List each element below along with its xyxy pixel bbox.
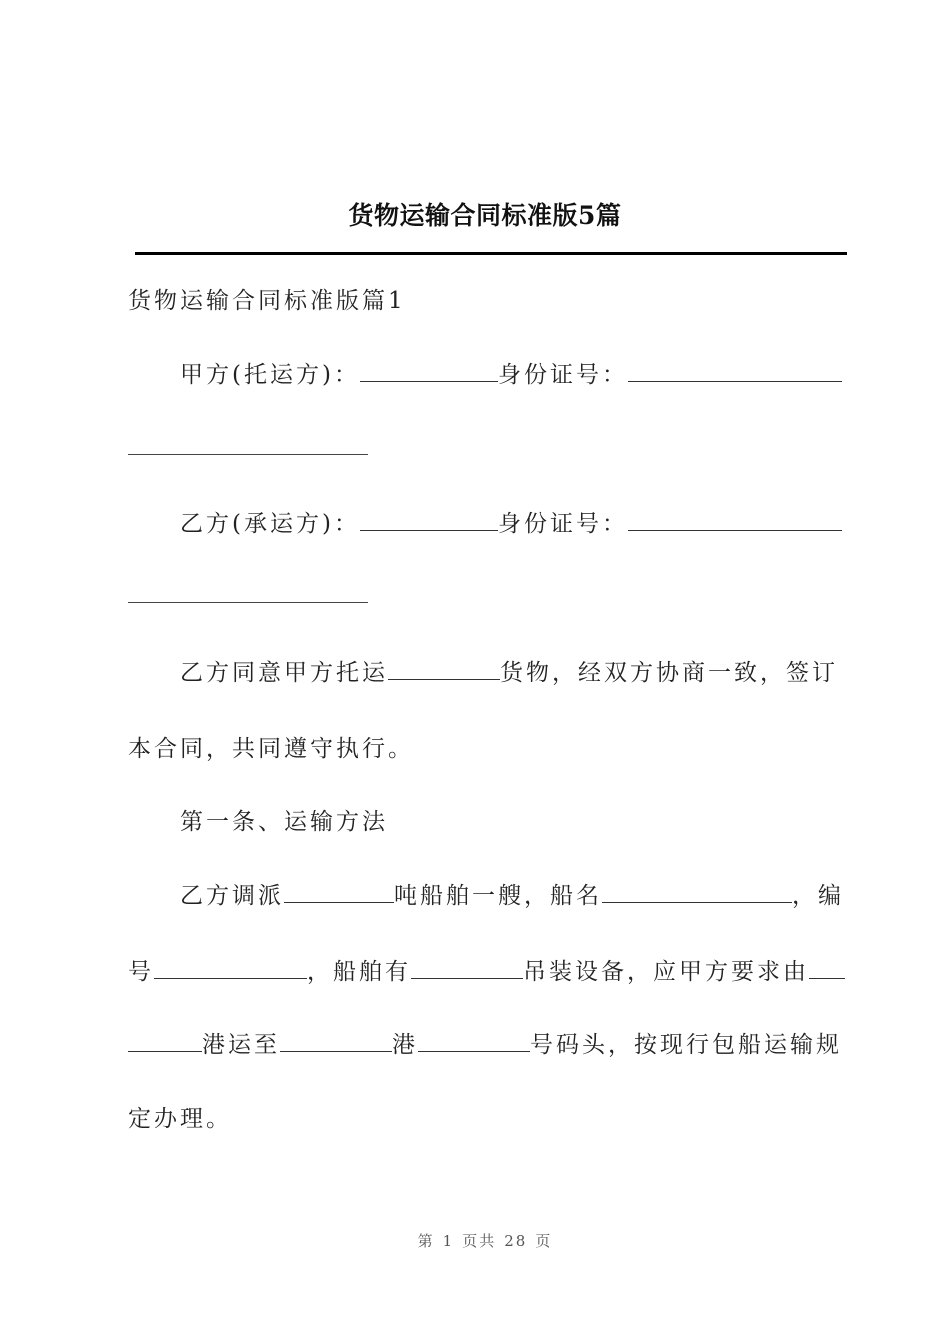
intro-text-1: 乙方同意甲方托运	[180, 660, 388, 686]
footer-prefix: 第	[417, 1232, 435, 1250]
party-b-id-blank-continued	[128, 602, 368, 603]
tonnage-blank	[284, 880, 394, 903]
cargo-blank	[388, 657, 500, 680]
article-1-text-f: 吊装设备，应甲方要求由	[523, 959, 809, 985]
party-b-id-label: 身份证号：	[497, 511, 628, 537]
party-b-line	[180, 505, 842, 538]
intro-line-1	[180, 654, 838, 687]
article-1-text-g: 港运至	[202, 1032, 280, 1058]
section-heading: 货物运输合同标准版篇1	[128, 288, 406, 314]
document-title: 货物运输合同标准版5篇	[348, 201, 622, 230]
destination-port-blank	[280, 1029, 392, 1052]
footer-total-pages: 28	[504, 1232, 528, 1250]
footer-current-page: 1	[442, 1232, 455, 1250]
article-1-heading: 第一条、运输方法	[180, 809, 388, 835]
article-1-text-b: 吨船舶一艘，船名	[394, 883, 602, 909]
party-a-name-blank	[360, 359, 498, 382]
party-b-id-blank	[628, 508, 842, 531]
article-1-text-a: 乙方调派	[180, 883, 284, 909]
wharf-number-blank	[418, 1029, 530, 1052]
article-1-text-e: ，船舶有	[307, 959, 411, 985]
intro-text-2: 货物，经双方协商一致，签订	[500, 660, 838, 686]
article-1-line-3	[128, 1026, 842, 1059]
origin-port-blank-start	[809, 956, 845, 979]
ship-number-blank	[154, 956, 307, 979]
party-a-line	[180, 356, 842, 389]
article-1-line-1	[180, 877, 844, 910]
party-b-label: 乙方(承运方)：	[180, 511, 360, 537]
title-rule	[135, 252, 847, 255]
party-b-name-blank	[360, 508, 498, 531]
party-a-id-label: 身份证号：	[497, 362, 628, 388]
article-1-line-2	[128, 953, 845, 986]
article-1-text-c: ，编	[792, 883, 844, 909]
article-1-text-h: 港	[392, 1032, 418, 1058]
origin-port-blank-end	[128, 1029, 202, 1052]
article-1-line-4: 定办理。	[128, 1106, 232, 1132]
footer-suffix: 页	[535, 1232, 553, 1250]
ship-name-blank	[602, 880, 792, 903]
lifting-equipment-blank	[411, 956, 523, 979]
page-footer	[0, 1230, 950, 1251]
party-a-id-blank	[628, 359, 842, 382]
party-a-id-blank-continued	[128, 454, 368, 455]
party-a-label: 甲方(托运方)：	[180, 362, 360, 388]
intro-line-2: 本合同，共同遵守执行。	[128, 736, 414, 762]
article-1-text-i: 号码头，按现行包船运输规	[530, 1032, 842, 1058]
article-1-text-d: 号	[128, 959, 154, 985]
footer-mid: 页共	[462, 1232, 497, 1250]
